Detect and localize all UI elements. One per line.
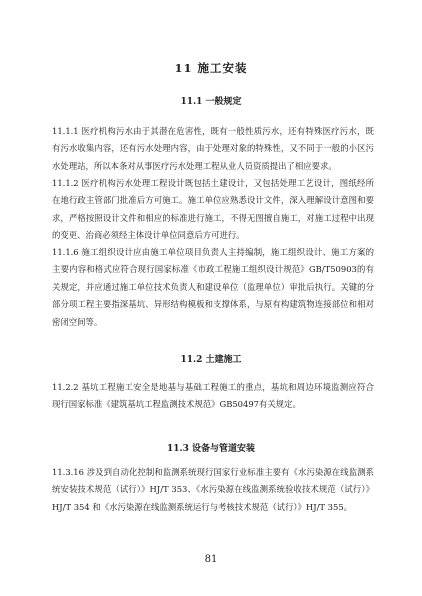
- section-heading-civil: 11.2 土建施工: [180, 355, 242, 365]
- clause-11-2-2: 11.2.2 基坑工程施工安全是地基与基础工程施工的重点，基坑和周边环境监测应符合现行国家标准《建筑基坑工程监测技术规范》GB50497有关规定。: [52, 382, 374, 410]
- clause-11-1-1: 11.1.1 医疗机构污水由于其潜在危害性，既有一般性质污水，还有特殊医疗污水，既有污水收集内容，还有污水处理内容，由于处理对象的特殊性，又不同于一般的小区污水处理站，所以本条对从事医疗污水处理工程从业人员资质提出了相应要求。: [52, 126, 374, 171]
- section-heading-equipment: 11.3 设备与管道安装: [166, 444, 256, 454]
- chapter-title: 11 施工安装: [174, 61, 248, 75]
- clause-11-1-6: 11.1.6 施工组织设计应由施工单位项目负责人主持编制，施工组织设计、施工方案的主要内容和格式应符合现行国家标准《市政工程施工组织设计规范》GB/T50903的有关规定，并应通过施工单位技术负责人和建设单位（监理单位）审批后执行。关键的分部分项工程主要指深基坑、异形结构模板和支撑体系，与原有构建筑物连接部位和相对密闭空间等。: [52, 247, 374, 327]
- clause-11-3-16: 11.3.16 涉及到自动化控制和监测系统现行国家行业标准主要有《水污染源在线监测系统安装技术规范（试行）》HJ/T 353、《水污染源在线监测系统验收技术规范（试行）》HJ/T 354 和《水污染源在线监测系统运行与考核技术规范（试行）》HJ/T 355。: [52, 467, 374, 512]
- page-number: 81: [204, 554, 218, 565]
- section-heading-general: 11.1 一般规定: [180, 97, 242, 107]
- clause-11-1-2: 11.1.2 医疗机构污水处理工程设计既包括土建设计，又包括处理工艺设计，图纸经所在地行政主管部门批准后方可施工。施工单位应熟悉设计文件，深入理解设计意图和要求，严格按照设计文件和相应的标准进行施工，不得无图擅自施工，对施工过程中出现的变更、治商必须经主体设计单位同意后方可进行。: [52, 178, 374, 241]
